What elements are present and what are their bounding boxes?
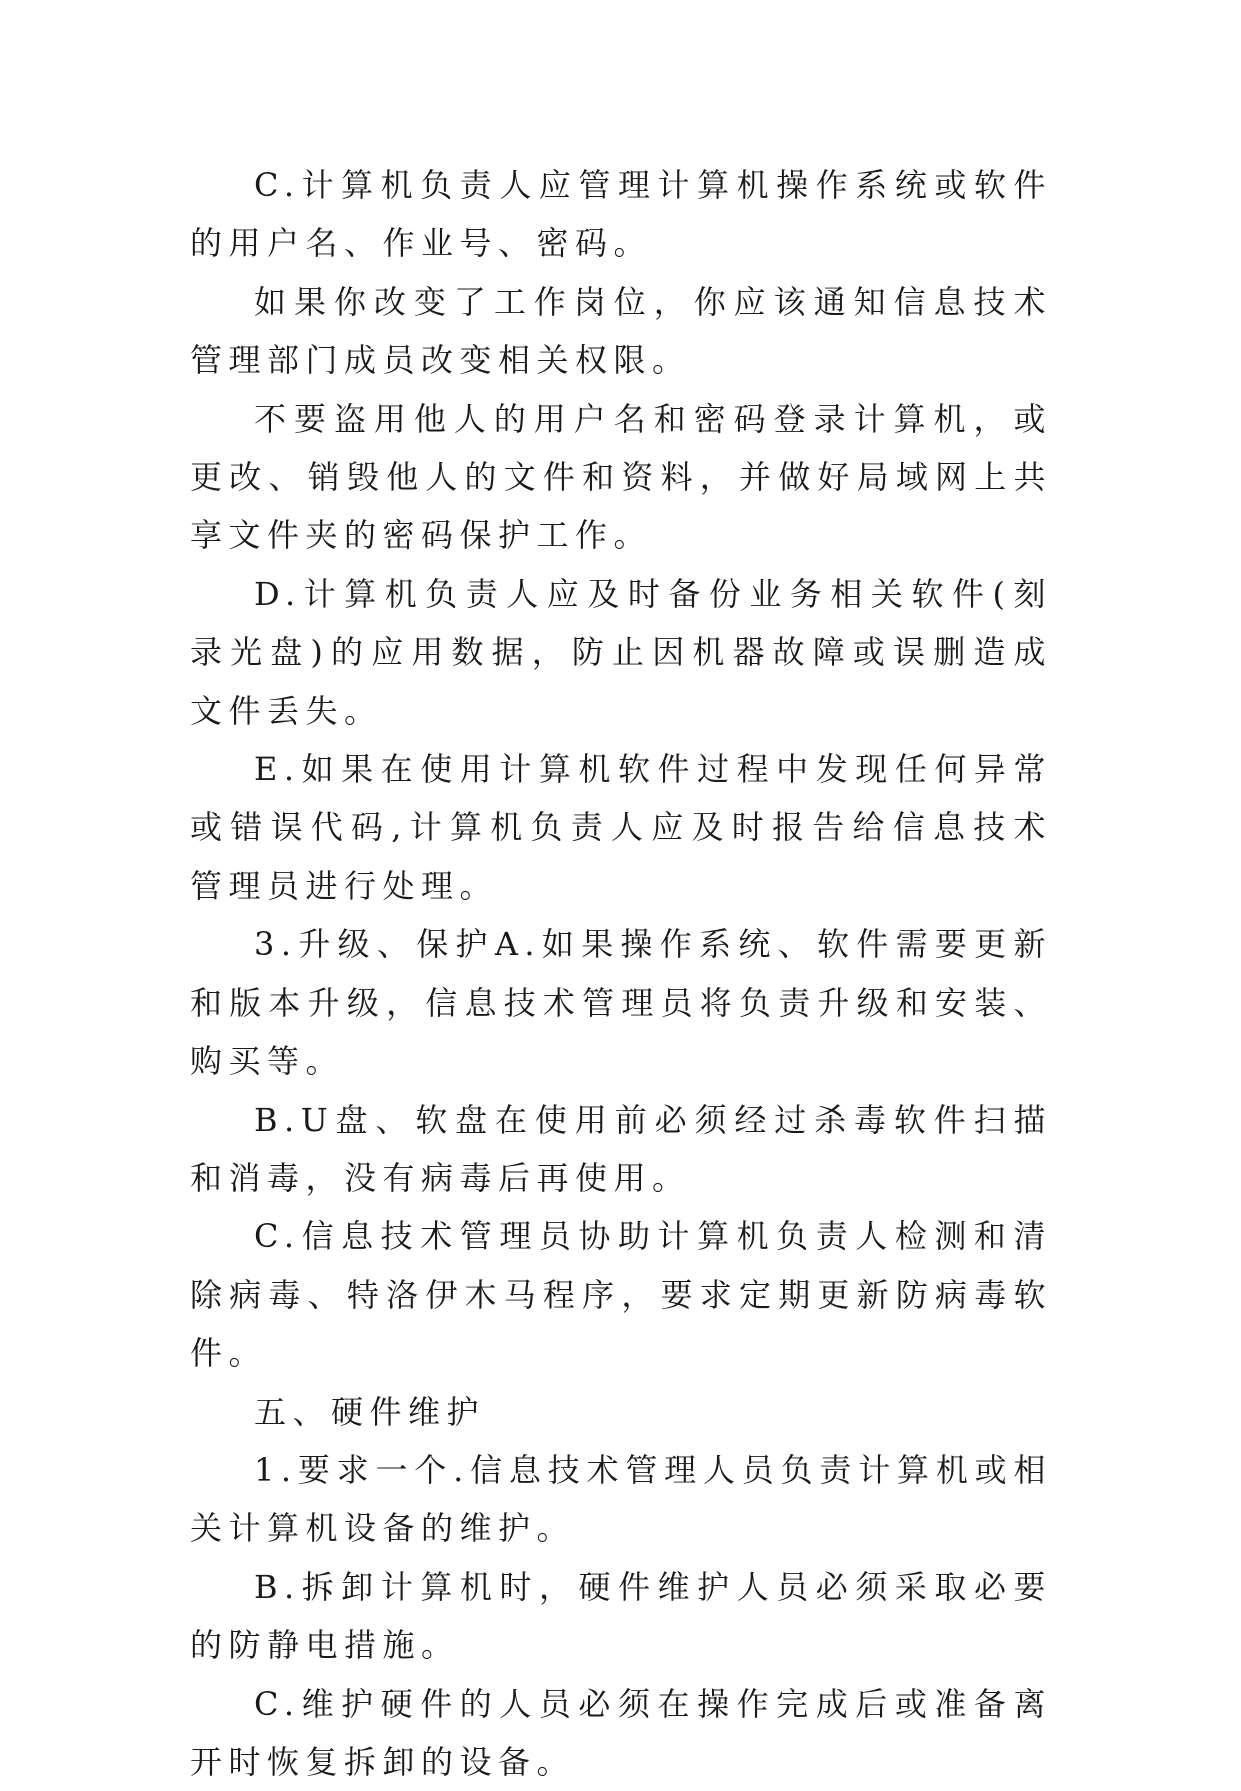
paragraph-10: 1.要求一个.信息技术管理人员负责计算机或相关计算机设备的维护。 [190, 1450, 1052, 1548]
paragraph-11: B.拆卸计算机时，硬件维护人员必须采取必要的防静电措施。 [190, 1567, 1052, 1665]
document-body [190, 156, 1052, 1791]
paragraph-12: C.维护硬件的人员必须在操作完成后或准备离开时恢复拆卸的设备。 [190, 1684, 1052, 1781]
paragraph-1: C.计算机负责人应管理计算机操作系统或软件的用户名、作业号、密码。 [190, 166, 1052, 263]
paragraph-3: 不要盗用他人的用户名和密码登录计算机，或更改、销毁他人的文件和资料，并做好局域网上共享文件夹的密码保护工作。 [190, 399, 1052, 555]
paragraph-8: C.信息技术管理员协助计算机负责人检测和清除病毒、特洛伊木马程序，要求定期更新防病毒软件。 [190, 1217, 1052, 1373]
paragraph-6: 3.升级、保护A.如果操作系统、软件需要更新和版本升级，信息技术管理员将负责升级和安装、购买等。 [190, 925, 1052, 1081]
paragraph-4: D.计算机负责人应及时备份业务相关软件(刻录光盘)的应用数据，防止因机器故障或误删造成文件丢失。 [190, 574, 1052, 730]
paragraph-7: B.U盘、软盘在使用前必须经过杀毒软件扫描和消毒，没有病毒后再使用。 [190, 1100, 1052, 1197]
paragraph-5: E.如果在使用计算机软件过程中发现任何异常或错误代码,计算机负责人应及时报告给信息技术管理员进行处理。 [190, 750, 1052, 905]
paragraph-2: 如果你改变了工作岗位，你应该通知信息技术管理部门成员改变相关权限。 [190, 282, 1052, 380]
section-heading-hardware-maintenance: 五、硬件维护 [254, 1392, 486, 1431]
